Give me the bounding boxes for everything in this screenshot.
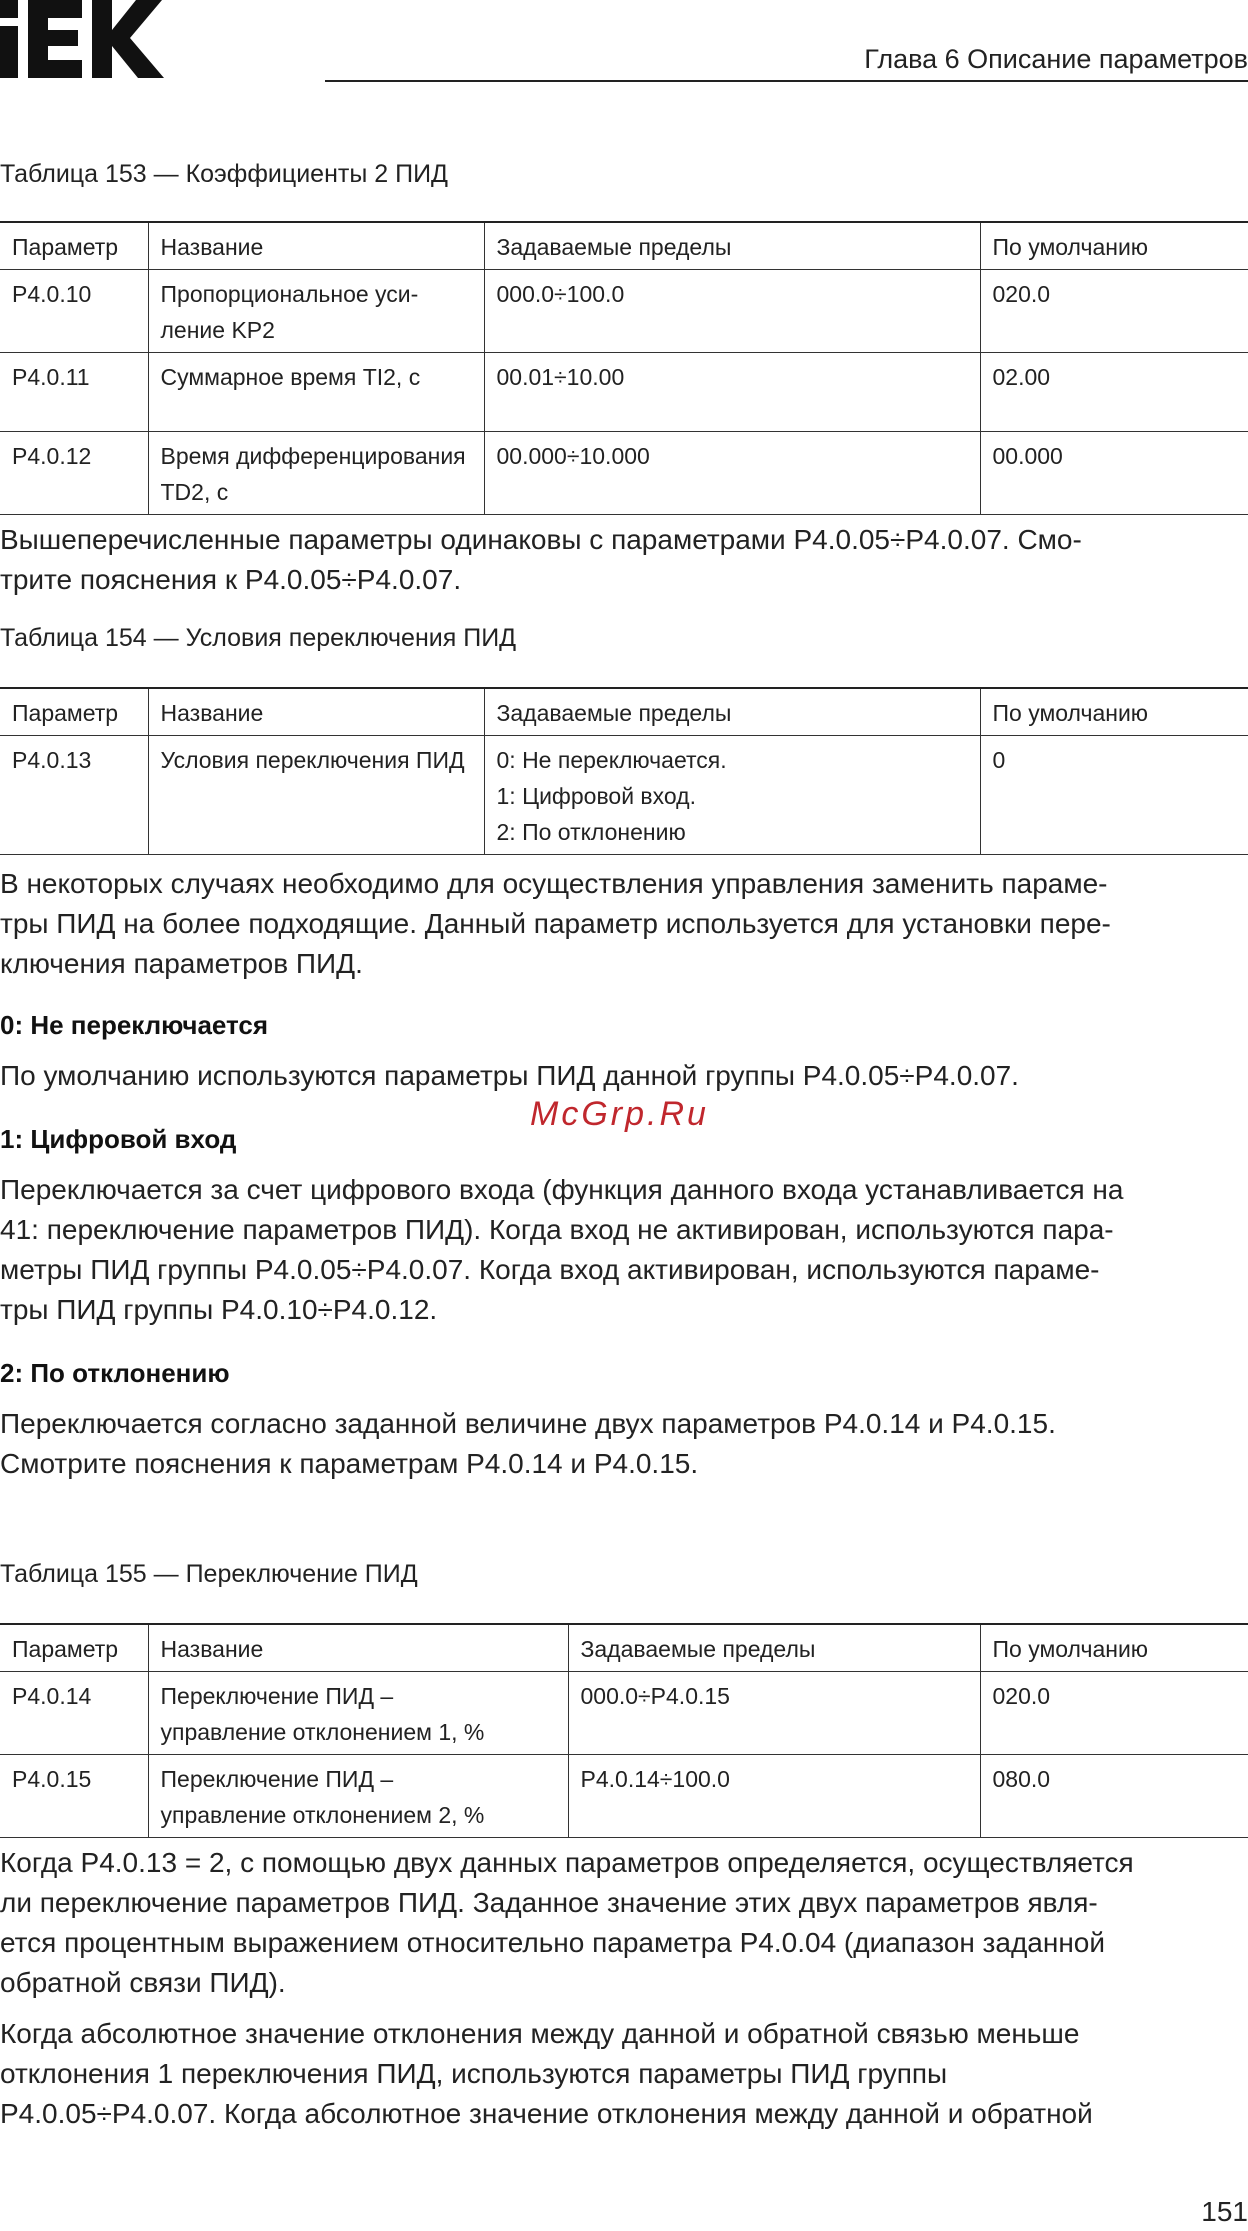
watermark: McGrp.Ru bbox=[530, 1095, 709, 1133]
cell-default: 02.00 bbox=[980, 353, 1248, 432]
text-line: отклонения 1 переключения ПИД, используются параметры ПИД группы bbox=[0, 2058, 948, 2089]
cell-range: 000.0÷P4.0.15 bbox=[568, 1672, 980, 1755]
cell-default: 020.0 bbox=[980, 270, 1248, 353]
header-cell: Параметр bbox=[0, 1624, 148, 1672]
table-155-caption: Таблица 155 — Переключение ПИД bbox=[0, 1560, 418, 1588]
table-154-caption: Таблица 154 — Условия переключения ПИД bbox=[0, 624, 517, 652]
header-cell: По умолчанию bbox=[980, 1624, 1248, 1672]
text-line: Вышеперечисленные параметры одинаковы с параметрами P4.0.05÷P4.0.07. Смо- bbox=[0, 524, 1082, 555]
table-row bbox=[0, 1672, 1248, 1755]
iek-logo bbox=[0, 0, 165, 78]
header-cell: Задаваемые пределы bbox=[484, 688, 980, 736]
table-row bbox=[0, 432, 1248, 515]
text-line: ключения параметров ПИД. bbox=[0, 948, 363, 979]
cell-param: P4.0.13 bbox=[0, 736, 148, 855]
text-line: P4.0.05÷P4.0.07. Когда абсолютное значение отклонения между данной и обратной bbox=[0, 2098, 1093, 2129]
text-line: Смотрите пояснения к параметрам P4.0.14 и P4.0.15. bbox=[0, 1448, 699, 1479]
table-153 bbox=[0, 221, 1248, 515]
header-rule bbox=[325, 80, 1248, 82]
text-line: Переключается согласно заданной величине двух параметров P4.0.14 и P4.0.15. bbox=[0, 1408, 1056, 1439]
table-row bbox=[0, 1755, 1248, 1838]
table-153-caption: Таблица 153 — Коэффициенты 2 ПИД bbox=[0, 160, 448, 188]
cell-name: Переключение ПИД – управление отклонением 1, % bbox=[148, 1672, 568, 1755]
header-cell: По умолчанию bbox=[980, 222, 1248, 270]
page-number: 151 bbox=[1201, 2196, 1248, 2227]
cell-range: 0: Не переключается. 1: Цифровой вход. 2: По отклонению bbox=[484, 736, 980, 855]
table-header-row bbox=[0, 1624, 1248, 1672]
header-cell: Название bbox=[148, 1624, 568, 1672]
cell-param: P4.0.14 bbox=[0, 1672, 148, 1755]
header-cell: Параметр bbox=[0, 688, 148, 736]
text-line: обратной связи ПИД). bbox=[0, 1967, 286, 1998]
cell-default: 080.0 bbox=[980, 1755, 1248, 1838]
text-line: тры ПИД группы P4.0.10÷P4.0.12. bbox=[0, 1294, 438, 1325]
cell-range: 00.000÷10.000 bbox=[484, 432, 980, 515]
header-cell: Название bbox=[148, 688, 484, 736]
paragraph-no-switch bbox=[0, 1056, 1248, 1096]
cell-param: P4.0.11 bbox=[0, 353, 148, 432]
table-155 bbox=[0, 1623, 1248, 1838]
text-line: Когда абсолютное значение отклонения между данной и обратной связью меньше bbox=[0, 2018, 1080, 2049]
cell-name: Условия переключения ПИД bbox=[148, 736, 484, 855]
cell-range: 00.01÷10.00 bbox=[484, 353, 980, 432]
heading-no-switch: 0: Не переключается bbox=[0, 1010, 269, 1040]
header-cell: Задаваемые пределы bbox=[568, 1624, 980, 1672]
cell-default: 0 bbox=[980, 736, 1248, 855]
heading-digital-input: 1: Цифровой вход bbox=[0, 1124, 237, 1154]
cell-range: P4.0.14÷100.0 bbox=[568, 1755, 980, 1838]
cell-range: 000.0÷100.0 bbox=[484, 270, 980, 353]
text-line: ли переключение параметров ПИД. Заданное значение этих двух параметров явля- bbox=[0, 1887, 1098, 1918]
cell-param: P4.0.10 bbox=[0, 270, 148, 353]
cell-default: 020.0 bbox=[980, 1672, 1248, 1755]
cell-default: 00.000 bbox=[980, 432, 1248, 515]
text-line: По умолчанию используются параметры ПИД данной группы P4.0.05÷P4.0.07. bbox=[0, 1060, 1019, 1091]
text-line: метры ПИД группы P4.0.05÷P4.0.07. Когда вход активирован, используются параме- bbox=[0, 1254, 1100, 1285]
text-line: трите пояснения к P4.0.05÷P4.0.07. bbox=[0, 564, 462, 595]
table-154 bbox=[0, 687, 1248, 855]
table-header-row bbox=[0, 222, 1248, 270]
cell-name: Суммарное время TI2, с bbox=[148, 353, 484, 432]
table-row bbox=[0, 353, 1248, 432]
header-cell: Название bbox=[148, 222, 484, 270]
chapter-title: Глава 6 Описание параметров bbox=[864, 44, 1248, 74]
table-row bbox=[0, 270, 1248, 353]
paragraph-switch-condition bbox=[0, 1843, 1248, 2003]
paragraph-deviation bbox=[0, 1404, 1248, 1484]
text-line: Переключается за счет цифрового входа (функция данного входа устанавливается на bbox=[0, 1174, 1124, 1205]
cell-name: Пропорциональное уси- ление KP2 bbox=[148, 270, 484, 353]
cell-param: P4.0.15 bbox=[0, 1755, 148, 1838]
table-header-row bbox=[0, 688, 1248, 736]
text-line: 41: переключение параметров ПИД). Когда вход не активирован, используются пара- bbox=[0, 1214, 1114, 1245]
paragraph-table153-note bbox=[0, 520, 1248, 600]
paragraph-absolute-deviation bbox=[0, 2014, 1248, 2134]
text-line: Когда P4.0.13 = 2, с помощью двух данных параметров определяется, осуществляется bbox=[0, 1847, 1134, 1878]
cell-name: Время дифференцирования TD2, с bbox=[148, 432, 484, 515]
header-cell: Задаваемые пределы bbox=[484, 222, 980, 270]
paragraph-digital-input bbox=[0, 1170, 1248, 1330]
text-line: В некоторых случаях необходимо для осуществления управления заменить параме- bbox=[0, 868, 1108, 899]
text-line: ется процентным выражением относительно параметра P4.0.04 (диапазон заданной bbox=[0, 1927, 1106, 1958]
text-line: тры ПИД на более подходящие. Данный параметр используется для установки пере- bbox=[0, 908, 1111, 939]
paragraph-switch-intro bbox=[0, 864, 1248, 984]
table-row bbox=[0, 736, 1248, 855]
cell-param: P4.0.12 bbox=[0, 432, 148, 515]
cell-name: Переключение ПИД – управление отклонением 2, % bbox=[148, 1755, 568, 1838]
header-cell: Параметр bbox=[0, 222, 148, 270]
header-cell: По умолчанию bbox=[980, 688, 1248, 736]
heading-deviation: 2: По отклонению bbox=[0, 1358, 230, 1388]
